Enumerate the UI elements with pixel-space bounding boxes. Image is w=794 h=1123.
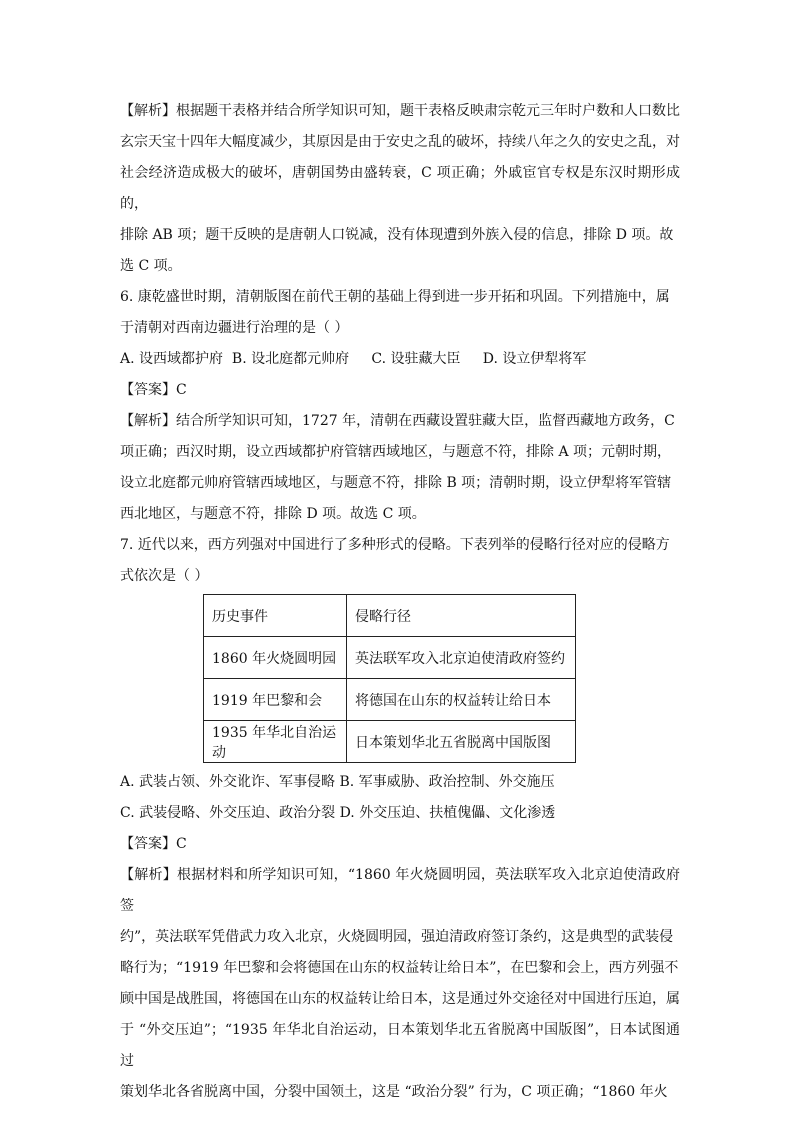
question-7-answer: 【答案】C [120,836,187,852]
question-7-options: A. 武装占领、外交讹诈、军事侵略 B. 军事威胁、政治控制、外交施压 [120,774,555,790]
events-table [203,594,576,763]
question-7-analysis: 于 “外交压迫”；“1935 年华北自治运动，日本策划华北五省脱离中国版图”，日本试图通过 [120,1022,680,1069]
table-cell: 1935 年华北自治运动 [204,721,347,763]
table-cell: 英法联军攻入北京迫使清政府签约 [347,637,576,679]
question-7-analysis: 略行为；“1919 年巴黎和会将德国在山东的权益转让给日本”，在巴黎和会上，西方列强不 [120,960,679,976]
table-cell: 将德国在山东的权益转让给日本 [347,679,576,721]
question-6-analysis: 项正确；西汉时期，设立西域都护府管辖西域地区，与题意不符，排除 A 项；元朝时期， [120,444,672,460]
table-row [204,637,576,679]
question-6-analysis: 设立北庭都元帅府管辖西域地区，与题意不符，排除 B 项；清朝时期，设立伊犁将军管辖 [120,475,672,491]
question-7-analysis: 顾中国是战胜国，将德国在山东的权益转让给日本，这是通过外交途径对中国进行压迫，属 [120,991,680,1007]
question-7-options: C. 武装侵略、外交压迫、政治分裂 D. 外交压迫、扶植傀儡、文化渗透 [120,805,556,821]
table-header-row [204,595,576,637]
analysis-line: 社会经济造成极大的破坏，唐朝国势由盛转衰，C 项正确；外戚宦官专权是东汉时期形成的， [120,165,680,212]
question-6-options: A. 设西域都护府 B. 设北庭都元帅府 C. 设驻藏大臣 D. 设立伊犁将军 [120,351,587,367]
question-6-stem: 于清朝对西南边疆进行治理的是（ ） [120,320,349,336]
table-header-cell: 侵略行径 [347,595,576,637]
question-7-stem: 7. 近代以来，西方列强对中国进行了多种形式的侵略。下表列举的侵略行径对应的侵略方 [120,537,670,553]
question-7-stem: 式依次是（ ） [120,568,209,584]
table-cell: 1860 年火烧圆明园 [204,637,347,679]
document-page [120,96,680,1108]
question-6-analysis: 西北地区，与题意不符，排除 D 项。故选 C 项。 [120,506,426,522]
analysis-line: 玄宗天宝十四年大幅度减少，其原因是由于安史之乱的破坏，持续八年之久的安史之乱，对 [120,134,680,150]
analysis-line: 选 C 项。 [120,258,182,274]
question-7-analysis: 策划华北各省脱离中国，分裂中国领土，这是 “政治分裂” 行为，C 项正确；“1860 年火 [120,1084,668,1100]
analysis-line: 【解析】根据题干表格并结合所学知识可知，题干表格反映肃宗乾元三年时户数和人口数比 [120,103,680,119]
table-cell: 1919 年巴黎和会 [204,679,347,721]
question-7-analysis: 【解析】根据材料和所学知识可知，“1860 年火烧圆明园，英法联军攻入北京迫使清政府签 [120,867,680,914]
table-row [204,721,576,763]
question-7-analysis: 约”，英法联军凭借武力攻入北京，火烧圆明园，强迫清政府签订条约，这是典型的武装侵 [120,929,674,945]
table-cell: 日本策划华北五省脱离中国版图 [347,721,576,763]
table-header-cell: 历史事件 [204,595,347,637]
question-6-answer: 【答案】C [120,382,187,398]
analysis-line: 排除 AB 项；题干反映的是唐朝人口锐减，没有体现遭到外族入侵的信息，排除 D 项。故 [120,227,674,243]
table-row [204,679,576,721]
question-6-analysis: 【解析】结合所学知识可知，1727 年，清朝在西藏设置驻藏大臣，监督西藏地方政务，C [120,413,675,429]
question-6-stem: 6. 康乾盛世时期，清朝版图在前代王朝的基础上得到进一步开拓和巩固。下列措施中，属 [120,289,670,305]
